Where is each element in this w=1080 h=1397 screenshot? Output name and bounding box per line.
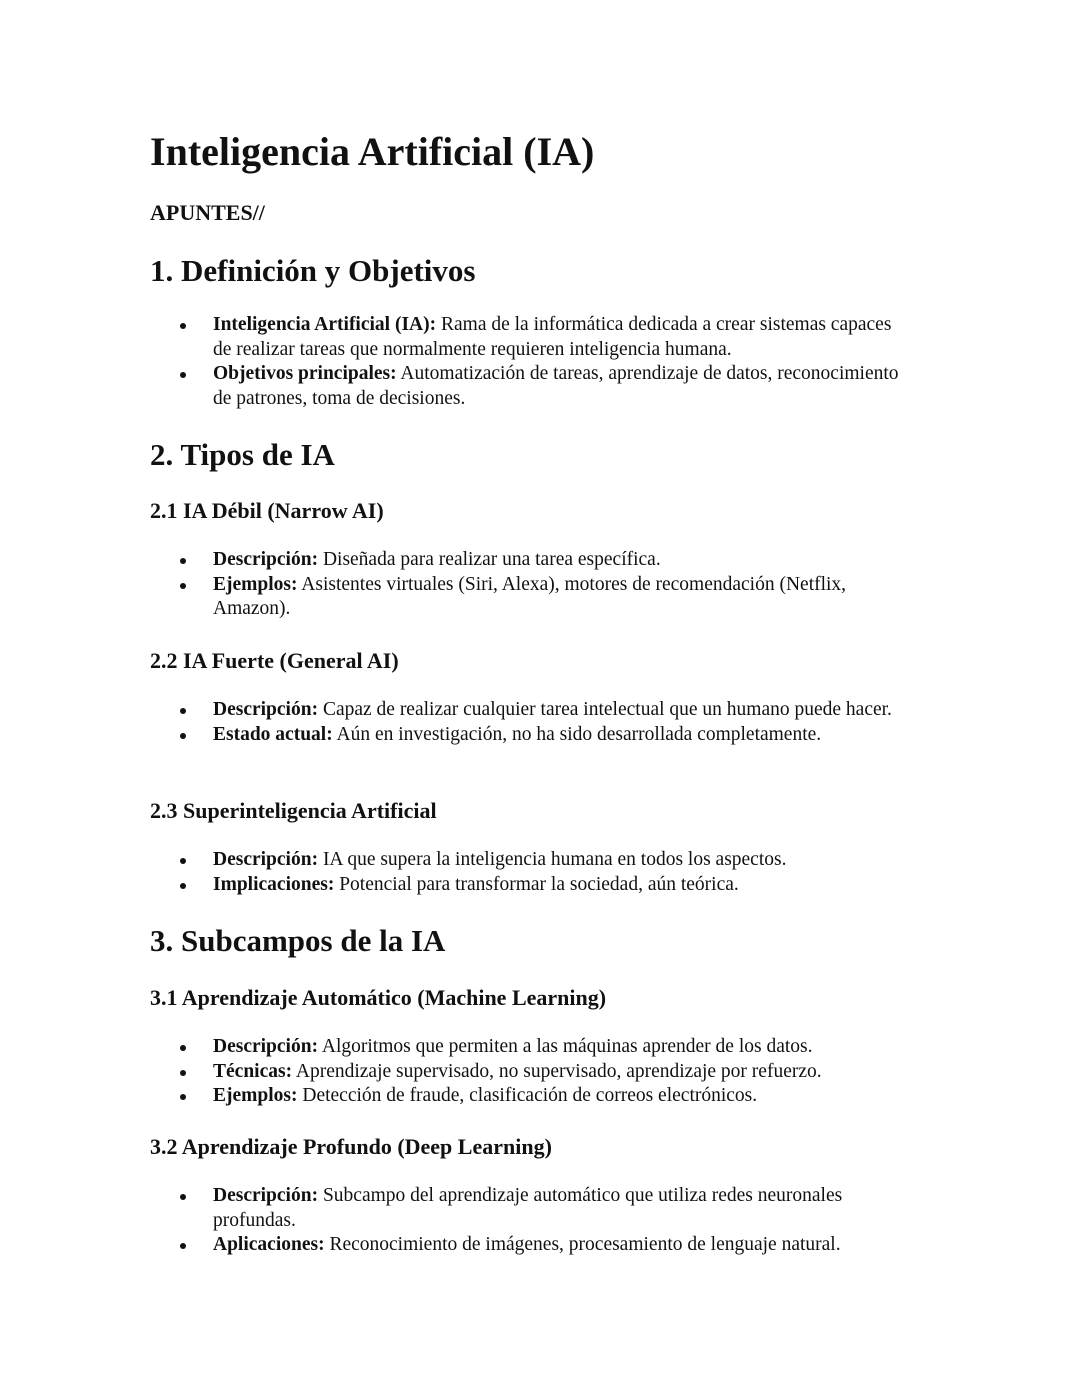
list-item-term: Inteligencia Artificial (IA): <box>213 314 437 335</box>
list-item-term: Estado actual: <box>213 723 333 745</box>
list-item-term: Ejemplos: <box>213 573 298 595</box>
list-item-text: Asistentes virtuales (Siri, Alexa), motores de recomendación (Netflix, Amazon). <box>213 573 847 619</box>
list-item-term: Descripción: <box>213 849 319 870</box>
list-item <box>150 362 910 411</box>
list-item-term: Técnicas: <box>213 1060 293 1082</box>
list-item-term: Implicaciones: <box>213 873 335 895</box>
list-item <box>150 723 910 748</box>
list-item-text: Algoritmos que permiten a las máquinas aprender de los datos. <box>318 1036 813 1057</box>
list-item-text: Subcampo del aprendizaje automático que utiliza redes neuronales profundas. <box>213 1185 843 1231</box>
subsection-heading-machine-learning: 3.1 Aprendizaje Automático (Machine Learning) <box>150 985 607 1010</box>
list-item-text: Capaz de realizar cualquier tarea intelectual que un humano puede hacer. <box>318 699 892 720</box>
list-item-text: Aprendizaje supervisado, no supervisado, aprendizaje por refuerzo. <box>292 1060 822 1082</box>
list-item <box>150 1233 910 1258</box>
subsection-heading-ia-debil: 2.1 IA Débil (Narrow AI) <box>150 498 384 523</box>
list-item-text: IA que supera la inteligencia humana en todos los aspectos. <box>318 849 787 870</box>
list-item-term: Objetivos principales: <box>213 363 397 384</box>
list-item-text: Reconocimiento de imágenes, procesamiento de lenguaje natural. <box>324 1234 841 1255</box>
list-item <box>150 1060 910 1085</box>
section-heading-tipos: 2. Tipos de IA <box>150 437 335 472</box>
list-item-text: Automatización de tareas, aprendizaje de datos, reconocimiento de patrones, toma de decisiones. <box>213 363 899 409</box>
bullet-list-deep-learning <box>150 1184 910 1258</box>
list-item-term: Descripción: <box>213 549 319 570</box>
list-item-text: Rama de la informática dedicada a crear sistemas capaces de realizar tareas que normalmente requieren inteligencia humana. <box>213 314 892 360</box>
list-item <box>150 1184 910 1233</box>
bullet-list-ia-debil <box>150 548 910 622</box>
list-item <box>150 848 910 873</box>
list-item-text: Diseñada para realizar una tarea específica. <box>318 549 661 570</box>
list-item <box>150 873 910 898</box>
list-item <box>150 1084 910 1109</box>
document-subtitle: APUNTES// <box>150 200 265 225</box>
list-item-term: Ejemplos: <box>213 1085 298 1106</box>
list-item <box>150 698 910 723</box>
list-item-text: Potencial para transformar la sociedad, aún teórica. <box>334 873 739 895</box>
list-item-term: Descripción: <box>213 699 319 720</box>
subsection-heading-superinteligencia: 2.3 Superinteligencia Artificial <box>150 798 437 823</box>
bullet-list-ia-fuerte <box>150 698 910 747</box>
bullet-list-definicion <box>150 313 910 411</box>
list-item-text: Detección de fraude, clasificación de correos electrónicos. <box>297 1085 758 1106</box>
subsection-heading-ia-fuerte: 2.2 IA Fuerte (General AI) <box>150 648 399 673</box>
list-item-term: Descripción: <box>213 1185 319 1206</box>
subsection-heading-deep-learning: 3.2 Aprendizaje Profundo (Deep Learning) <box>150 1134 552 1159</box>
list-item <box>150 313 910 362</box>
section-heading-subcampos: 3. Subcampos de la IA <box>150 923 446 958</box>
section-heading-definicion: 1. Definición y Objetivos <box>150 253 476 288</box>
list-item <box>150 1035 910 1060</box>
list-item-term: Aplicaciones: <box>213 1234 325 1255</box>
list-item-text: Aún en investigación, no ha sido desarrollada completamente. <box>332 723 822 745</box>
list-item <box>150 573 910 622</box>
list-item <box>150 548 910 573</box>
list-item-term: Descripción: <box>213 1036 319 1057</box>
bullet-list-superinteligencia <box>150 848 910 897</box>
bullet-list-machine-learning <box>150 1035 910 1109</box>
document-title: Inteligencia Artificial (IA) <box>150 129 595 174</box>
